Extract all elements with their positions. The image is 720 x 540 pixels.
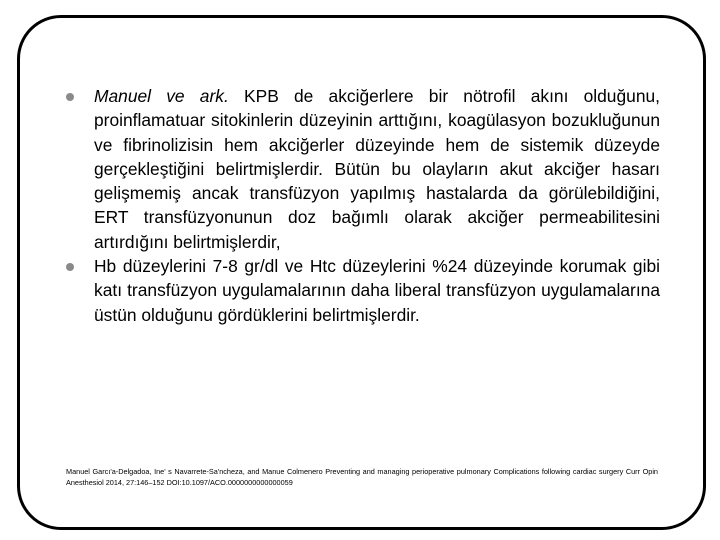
bullet-text: KPB de akciğerlere bir nötrofil akını olduğunu, proinflamatuar sitokinlerin düzeyinin arttığını, koagülasyon bozukluğunun ve fibrinolizisin hem akciğerler düzeyinde hem de sistemik düzeyde gerçekleştiğini belirtmişlerdir. Bütün bu olayların akut akciğer hasarı gelişmemiş ancak transfüzyon yapılmış hastalarda da görülebildiğini, ERT transfüzyonunun doz bağımlı olarak akciğer permeabilitesini artırdığını belirtmişlerdir, (94, 86, 660, 252)
bullet-list (60, 84, 660, 327)
bullet-text: Hb düzeylerini 7-8 gr/dl ve Htc düzeylerini %24 düzeyinde korumak gibi katı transfüzyon uygulamalarının daha liberal transfüzyon uygulamalarına üstün olduğunu gördüklerini belirtmişlerdir. (94, 256, 660, 325)
bullet-icon (66, 263, 74, 271)
bullet-icon (66, 93, 74, 101)
bullet-lead: Manuel ve ark. (94, 86, 229, 106)
bullet-item (60, 254, 660, 327)
bullet-item (60, 84, 660, 254)
citation: Manuel Garcı'a-Delgadoa, Ine' s Navarrete-Sa'ncheza, and Manue Colmenero Preventing and managing perioperative pulmonary Complications following cardiac surgery Curr Opin Anesthesiol 2014, 27:146–152 DOI:10.1097/ACO.0000000000000059 (66, 467, 658, 487)
